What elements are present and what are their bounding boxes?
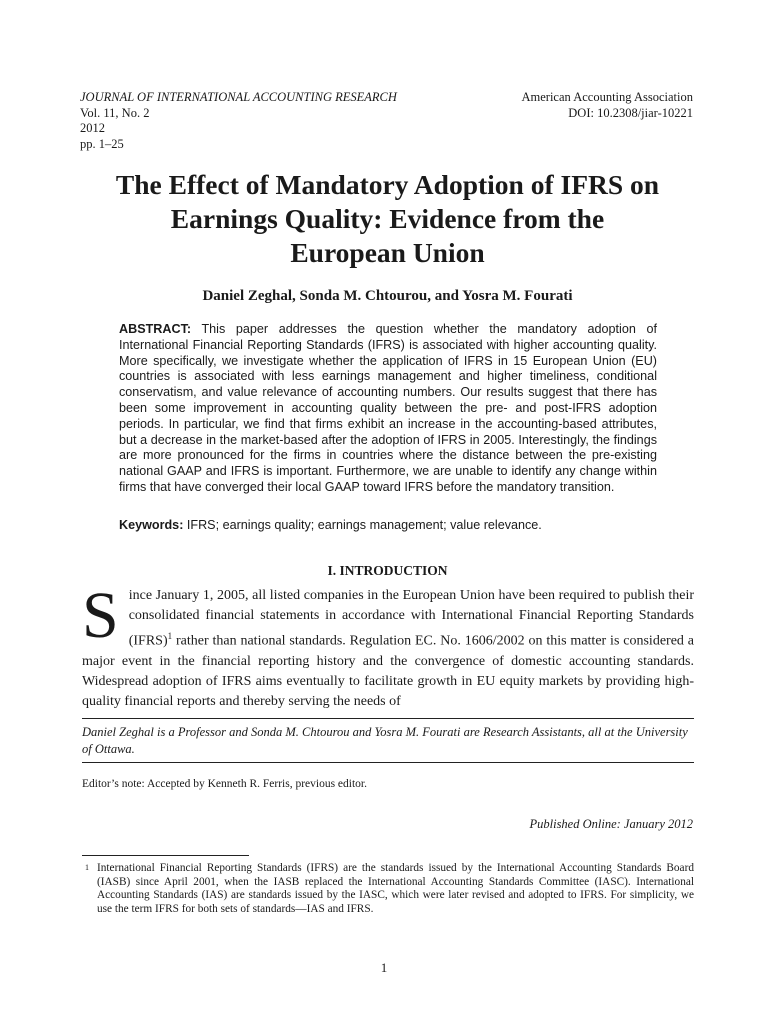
doi[interactable]: DOI: 10.2308/jiar-10221 (568, 105, 693, 120)
journal-name: JOURNAL OF INTERNATIONAL ACCOUNTING RESEARCH (80, 90, 397, 104)
section-heading: I. INTRODUCTION (327, 563, 448, 578)
abstract (119, 322, 657, 496)
footnote-text: International Financial Reporting Standards (IFRS) are the standards issued by the International Accounting Standards Board (IASB) since April 2001, when the IASB replaced the International Accounting Standards Committee (IASC). International Accounting Standards (IAS) are standards issued by the IASC, which were later revised and adopted to IFRS. For simplicity, we use the term IFRS for both sets of standards—IAS and IFRS. (97, 862, 694, 915)
drop-cap: S (82, 579, 119, 652)
title-line-3: European Union (290, 237, 485, 268)
footnote-divider (82, 855, 249, 856)
journal-volume: Vol. 11, No. 2 (80, 105, 150, 120)
intro-text-1: ince January 1, 2005, all listed companies in the European Union have been required to publish their consolidated financial statements in accordance with International Financial Reporting Standards (IFRS) (128, 588, 694, 649)
intro-text-2: rather than national standards. Regulation EC. No. 1606/2002 on this matter is considered a major event in the financial reporting history and the convergence of domestic accounting standards. Widespread adoption of IFRS aims eventually to facilitate growth in EU equity markets by providing high-quality financial reports and thereby serving the needs of (82, 633, 694, 709)
paper-title (60, 168, 715, 270)
page-number: 1 (380, 960, 388, 975)
title-line-2: Earnings Quality: Evidence from the (170, 203, 605, 234)
keywords-text: IFRS; earnings quality; earnings management; value relevance. (183, 518, 542, 532)
footnote-ref[interactable]: 1 (167, 631, 173, 641)
divider-bottom (82, 762, 694, 763)
journal-header-left (80, 90, 397, 152)
title-line-1: The Effect of Mandatory Adoption of IFRS on (115, 169, 660, 200)
keywords (119, 518, 657, 534)
intro-paragraph (82, 579, 694, 712)
publisher-name: American Accounting Association (521, 90, 693, 104)
abstract-label: ABSTRACT: (119, 322, 192, 336)
divider-top (82, 718, 694, 719)
editor-note: Editor’s note: Accepted by Kenneth R. Ferris, previous editor. (82, 778, 367, 790)
abstract-text: This paper addresses the question whether the mandatory adoption of International Financial Reporting Standards (IFRS) is associated with higher accounting quality. More specifically, we investigate whether the application of IFRS in 15 European Union (EU) countries is associated with less earnings management and higher timeliness, conditional conservatism, and value relevance of accounting numbers. Our results suggest that there has been some improvement in accounting quality between the pre- and post-IFRS adoption periods. In particular, we find that firms exhibit an increase in the accounting-based attributes, but a decrease in the market-based after the adoption of IFRS in 2005. Interestingly, the findings are more pronounced for the firms in countries where the distance between the pre-existing national GAAP and IFRS is important. Furthermore, we are unable to identify any change within firms that have converged their local GAAP toward IFRS before the mandatory transition. (119, 322, 657, 494)
author-list: Daniel Zeghal, Sonda M. Chtourou, and Yosra M. Fourati (202, 288, 573, 304)
keywords-label: Keywords: (119, 518, 184, 532)
author-affiliation: Daniel Zeghal is a Professor and Sonda M. Chtourou and Yosra M. Fourati are Research Assistants, all at the University of Ottawa. (82, 725, 688, 756)
journal-pages: pp. 1–25 (80, 136, 124, 151)
journal-year: 2012 (80, 121, 105, 135)
journal-header-right (522, 90, 694, 121)
footnote (82, 862, 694, 916)
footnote-number: 1 (85, 863, 89, 872)
published-date: Published Online: January 2012 (529, 817, 693, 831)
